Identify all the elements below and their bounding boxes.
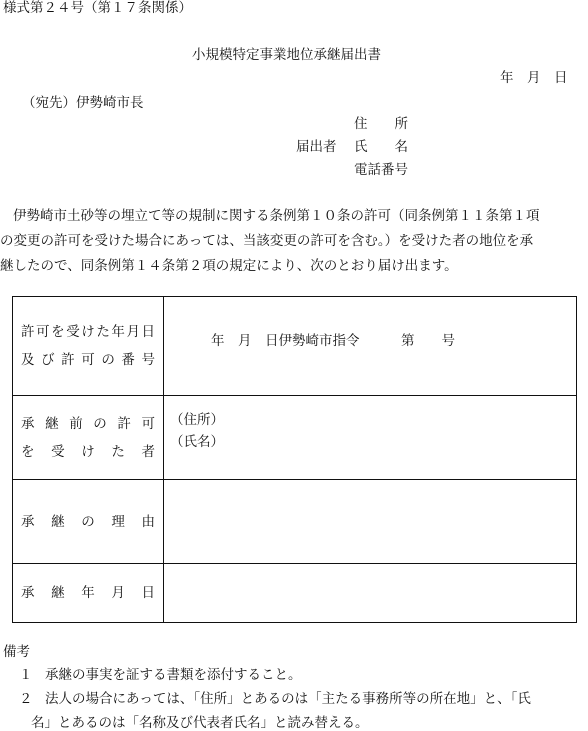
- remark-2-text-line1: 法人の場合にあっては、「住所」とあるのは「主たる事務所等の所在地」と、「氏: [45, 691, 531, 707]
- permit-row: [13, 297, 577, 396]
- predecessor-label-line1: 承 継 前 の 許 可: [21, 415, 155, 432]
- succession-date-row: [13, 564, 577, 623]
- form-number: 様式第２４号（第１７条関係）: [3, 0, 192, 16]
- permit-number: 第 号: [401, 333, 455, 349]
- name-label: 氏 名: [354, 139, 408, 155]
- predecessor-address: （住所）: [170, 412, 224, 428]
- permit-label-line2: 及 び 許 可 の 番 号: [21, 352, 155, 368]
- reason-value-cell[interactable]: [164, 480, 577, 564]
- notification-table: [12, 296, 577, 623]
- body-line: 継したので、同条例第１４条第２項の規定により、次のとおり届け出ます。: [0, 258, 458, 274]
- body-line: 伊勢崎市土砂等の埋立て等の規制に関する条例第１０条の許可（同条例第１１条第１項: [13, 208, 540, 224]
- predecessor-name: （氏名）: [170, 434, 224, 450]
- succession-date-value-cell[interactable]: [164, 564, 577, 623]
- permit-label-cell: [13, 297, 164, 396]
- succession-date-label-cell: [13, 564, 164, 623]
- reason-label-cell: [13, 480, 164, 564]
- remark-2-text-line2: 名」とあるのは「名称及び代表者氏名」と読み替える。: [31, 715, 369, 731]
- applicant-role-label: 届出者: [296, 139, 337, 155]
- predecessor-value-cell[interactable]: [164, 396, 577, 480]
- predecessor-label-line2: を 受 け た 者: [21, 443, 155, 460]
- permit-value-cell[interactable]: [164, 297, 577, 396]
- predecessor-label-cell: [13, 396, 164, 480]
- document-title: 小規模特定事業地位承継届出書: [192, 47, 381, 63]
- reason-label: 承 継 の 理 由: [21, 513, 155, 530]
- addressee: （宛先）伊勢崎市長: [22, 95, 144, 111]
- reason-row: [13, 480, 577, 564]
- permit-label-line1: 許 可 を 受 け た 年 月 日: [21, 324, 155, 340]
- remark-1-number: １: [19, 667, 33, 683]
- succession-date-label: 承 継 年 月 日: [21, 585, 155, 601]
- remarks-heading: 備考: [3, 644, 30, 660]
- body-line: の変更の許可を受けた場合にあっては、当該変更の許可を含む。）を受けた者の地位を承: [0, 233, 534, 249]
- date-line: 年 月 日: [500, 70, 568, 86]
- predecessor-row: [13, 396, 577, 480]
- address-label: 住 所: [354, 116, 408, 132]
- permit-date: 年 月 日伊勢崎市指令: [211, 333, 360, 349]
- remark-1-text: 承継の事実を証する書類を添付すること。: [45, 667, 302, 683]
- body-paragraph: [0, 204, 588, 279]
- remark-2-number: ２: [19, 691, 33, 707]
- phone-label: 電話番号: [354, 162, 408, 178]
